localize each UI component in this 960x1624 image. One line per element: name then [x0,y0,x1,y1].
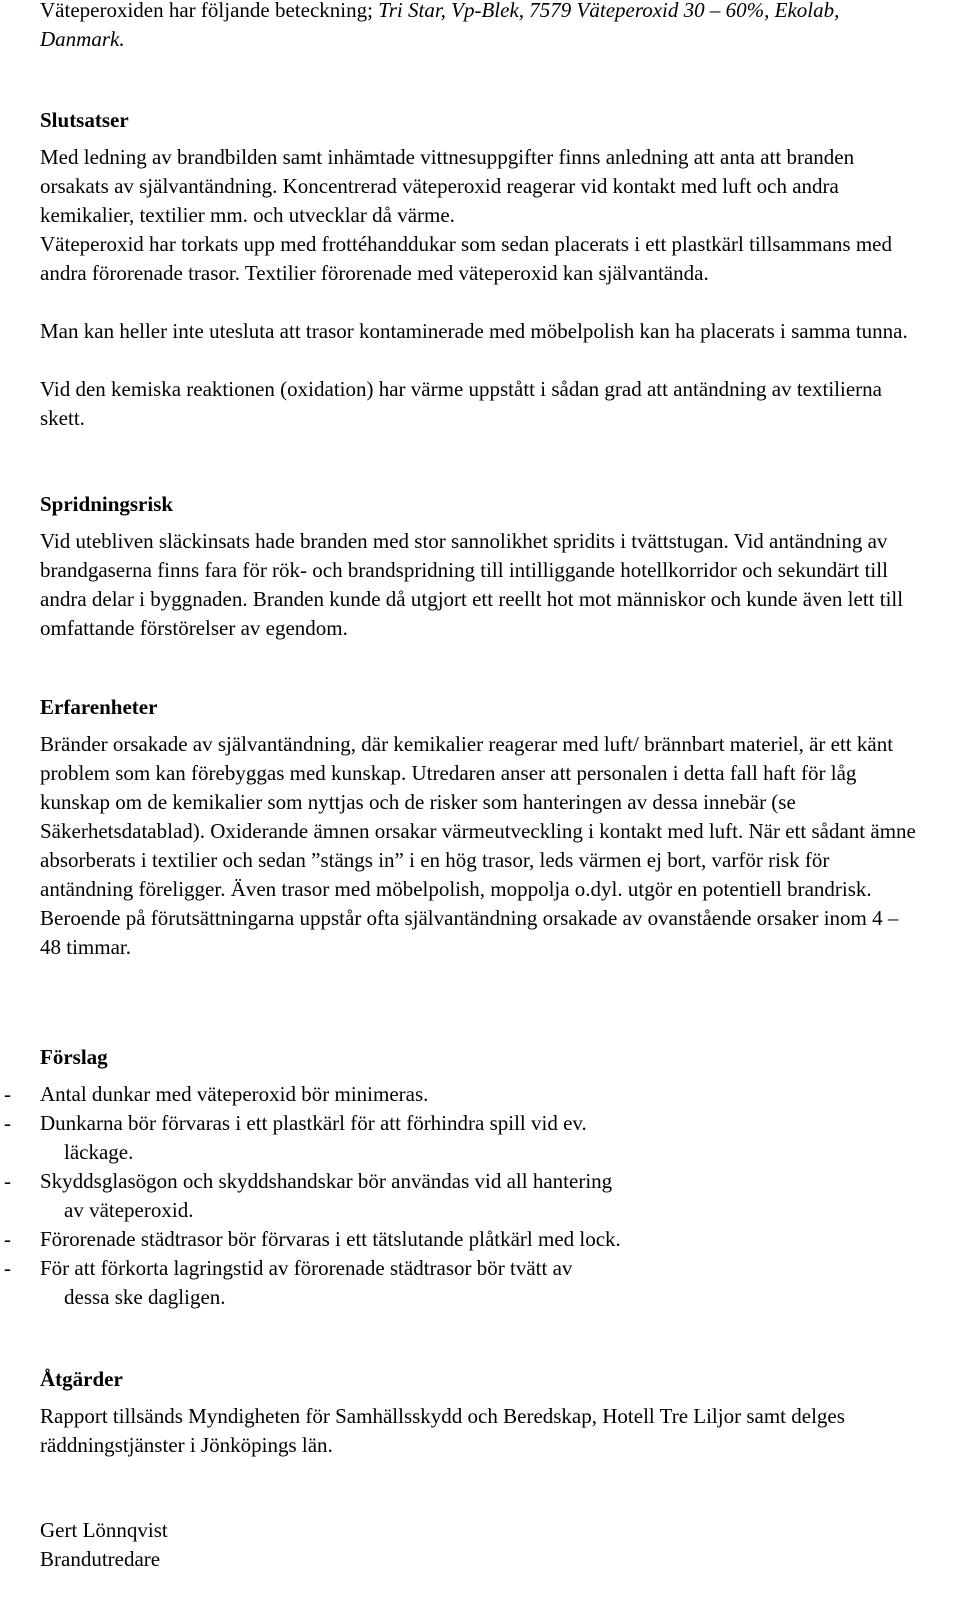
spridningsrisk-paragraph: Vid utebliven släckinsats hade branden med stor sannolikhet spridits i tvättstugan. Vid antändning av brandgaserna finns fara för rök- och brandspridning till intilliggande hotellkorridor och sekundärt till andra delar i byggnaden. Branden kunde då utgjort ett reellt hot mot människor och kunde även lett till omfattande förstörelser av egendom. [40,529,904,640]
intro-paragraph [40,0,920,54]
heading-erfarenheter: Erfarenheter [40,695,158,719]
list-bullet-dash: - [4,1111,11,1135]
list-item-text [40,1109,800,1167]
list-item-line: Skyddsglasögon och skyddshandskar bör användas vid all hantering [40,1169,613,1193]
heading-slutsatser: Slutsatser [40,108,129,132]
intro-product-names: Tri Star, Vp-Blek, 7579 Väteperoxid 30 – 60%, Ekolab, Danmark. [40,0,840,51]
list-item-line: För att förkorta lagringstid av förorenade städtrasor bör tvätt av [40,1256,573,1280]
erfarenheter-paragraph: Bränder orsakade av självantändning, där kemikalier reagerar med luft/ brännbart materiel, är ett känt problem som kan förebyggas med kunskap. Utredaren anser att personalen i detta fall haft för låg kunskap om de kemikalier som nyttjas och de risker som hanteringen av dessa innebär (se Säkerhetsdatablad). Oxiderande ämnen orsakar värmeutveckling i kontakt med luft. När ett sådant ämne absorberats i textilier och sedan ”stängs in” i en hög trasor, leds värmen ej bort, varför risk för antändning föreligger. Även trasor med möbelpolish, moppolja o.dyl. utgör en potentiell brandrisk. Beroende på förutsättningarna uppstår ofta självantändning orsakade av ovanstående orsaker inom 4 – 48 timmar. [40,732,916,959]
list-item-text [40,1167,800,1225]
list-item-line: Förorenade städtrasor bör förvaras i ett tätslutande plåtkärl med lock. [40,1227,621,1251]
atgarder-paragraph: Rapport tillsänds Myndigheten för Samhällsskydd och Beredskap, Hotell Tre Liljor samt delges räddningstjänster i Jönköpings län. [40,1404,845,1457]
slutsatser-paragraph-1: Med ledning av brandbilden samt inhämtade vittnesuppgifter finns anledning att anta att branden orsakats av självantändning. Koncentrerad väteperoxid reagerar vid kontakt med luft och andra kemikalier, textilier mm. och utvecklar då värme. [40,145,855,227]
intro-text: Väteperoxiden har följande beteckning; [40,0,379,22]
list-item-line: Antal dunkar med väteperoxid bör minimeras. [40,1082,429,1106]
list-item-line-continued: av väteperoxid. [64,1198,194,1222]
list-bullet-dash: - [4,1227,11,1251]
list-item-line-continued: läckage. [64,1140,134,1164]
list-bullet-dash: - [4,1256,11,1280]
slutsatser-paragraph-4: Vid den kemiska reaktionen (oxidation) har värme uppstått i sådan grad att antändning av textilierna skett. [40,377,882,430]
list-item-line-continued: dessa ske dagligen. [64,1285,226,1309]
signature-title: Brandutredare [40,1547,161,1571]
heading-forslag: Förslag [40,1045,108,1069]
heading-atgarder: Åtgärder [40,1367,123,1391]
slutsatser-paragraph-2: Väteperoxid har torkats upp med frottéhanddukar som sedan placerats i ett plastkärl tillsammans med andra förorenade trasor. Textilier förorenade med väteperoxid kan självantända. [40,232,892,285]
signature-name: Gert Lönnqvist [40,1518,168,1542]
list-item-line: Dunkarna bör förvaras i ett plastkärl för att förhindra spill vid ev. [40,1111,587,1135]
list-item-text [40,1225,800,1254]
list-bullet-dash: - [4,1169,11,1193]
list-bullet-dash: - [4,1082,11,1106]
slutsatser-paragraph-3: Man kan heller inte utesluta att trasor kontaminerade med möbelpolish kan ha placerats i samma tunna. [40,319,908,343]
list-item-text [40,1080,800,1109]
list-item-text [40,1254,800,1312]
heading-spridningsrisk: Spridningsrisk [40,492,174,516]
